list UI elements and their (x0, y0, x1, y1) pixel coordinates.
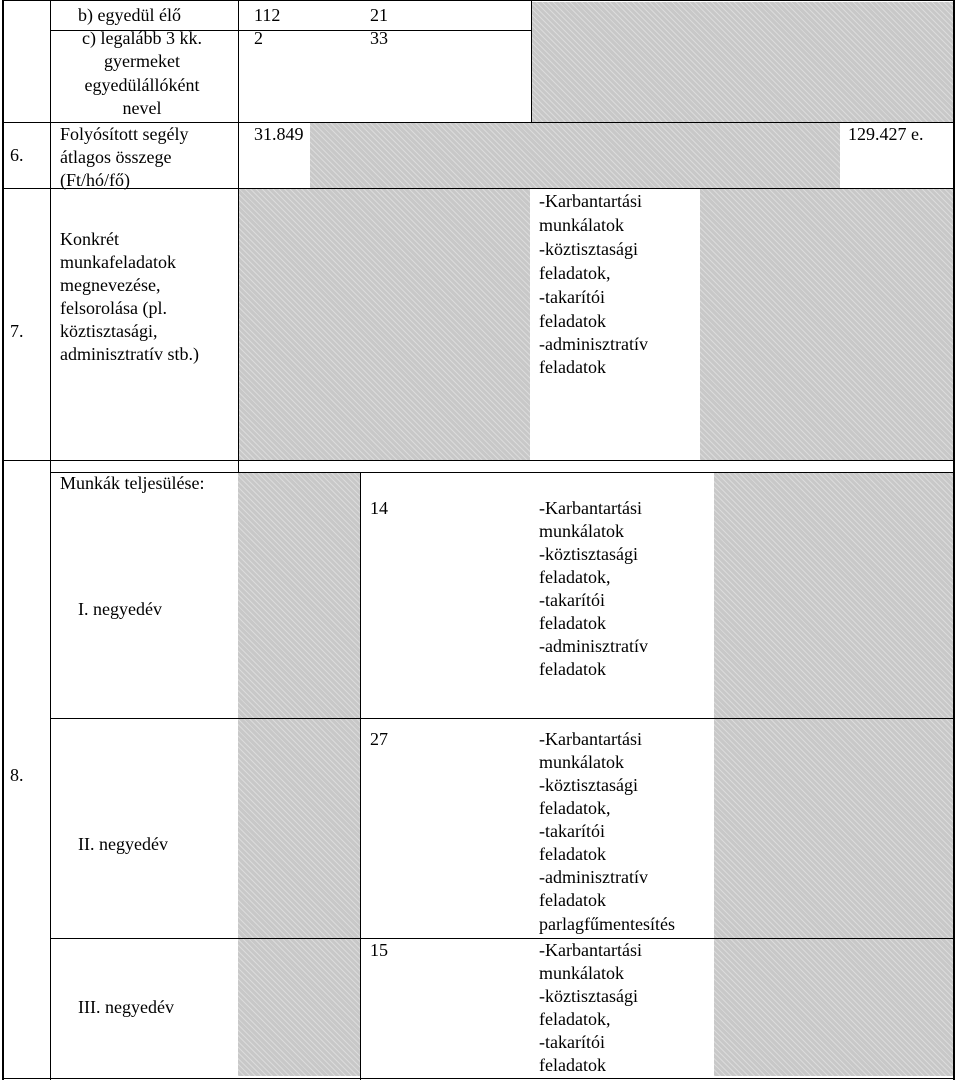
column-divider (360, 472, 361, 1080)
row-c-value-1: 2 (254, 28, 263, 48)
row-divider (2, 1078, 954, 1079)
hatched-cell (531, 2, 954, 122)
column-divider (50, 0, 51, 1080)
quarter-3-label: III. negyedév (78, 997, 174, 1017)
row-8-number: 8. (10, 765, 24, 785)
quarter-1-count: 14 (370, 498, 388, 518)
column-divider (238, 0, 239, 472)
row-6-number: 6. (10, 145, 24, 165)
row-6-value-1: 31.849 (254, 124, 304, 144)
quarter-2-count: 27 (370, 729, 388, 749)
quarter-3-count: 15 (370, 940, 388, 960)
row-7-number: 7. (10, 321, 24, 341)
row-divider (50, 718, 954, 719)
hatched-cell (238, 188, 530, 460)
row-divider (50, 938, 954, 939)
row-divider (2, 0, 954, 1)
hatched-cell (700, 188, 954, 460)
quarter-1-label: I. negyedév (78, 599, 162, 619)
table-border-right (953, 0, 955, 1080)
row-b-label: b) egyedül élő (78, 5, 181, 25)
row-b-value-1: 112 (254, 5, 281, 25)
column-divider (531, 0, 532, 122)
row-divider (2, 460, 954, 461)
row-b-value-2: 21 (370, 5, 388, 25)
document-table: b) egyedül élő 112 21 c) legalább 3 kk. gyermeket egyedülállóként nevel 2 33 6. Folyósított segély átlagos összege (Ft/hó/fő) 31.849 129.427 e. 7. Konkrét munkafeladatok megnevezése, felsorolása (pl. köztisztasági, adminisztratív stb.) -Karbantartási munkálatok -köztisztasági feladatok, -takarítói feladatok -adminisztratív feladatok 8. Munkák teljesülése: I. negyedév 14 -Karbantartási munkálatok -köztisztasági feladatok, -takarítói feladatok -adminisztratív feladatok II. negyedév 27 -Karbantartási munkálatok -köztisztasági feladatok, -takarítói feladatok -adminisztratív feladatok parlagfűmentesítés III. negyedév 15 -Karbantartási munkálatok -köztisztasági feladatok, -takarítói feladatok (0, 0, 960, 1080)
quarter-2-label: II. negyedév (78, 834, 168, 854)
row-6-value-2: 129.427 e. (848, 124, 924, 144)
table-border-left (2, 0, 4, 1080)
row-divider (2, 188, 954, 189)
hatched-cell (310, 122, 840, 188)
hatched-cell (714, 472, 954, 1076)
hatched-cell (238, 472, 360, 1076)
row-c-value-2: 33 (370, 28, 388, 48)
row-8-header: Munkák teljesülése: (60, 473, 205, 493)
